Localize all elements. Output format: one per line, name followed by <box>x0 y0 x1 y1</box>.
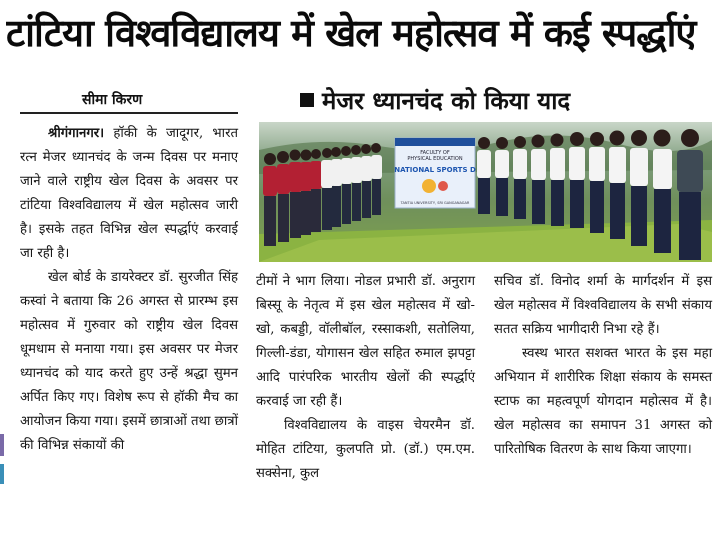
article-paragraph <box>20 122 238 266</box>
square-bullet-icon <box>300 93 314 107</box>
article-column-2 <box>256 270 475 486</box>
byline-rule <box>20 112 238 114</box>
students-group-photo <box>259 122 712 262</box>
article-paragraph: खेल बोर्ड के डायरेक्टर डॉ. सुरजीत सिंह कस्वां ने बताया कि 26 अगस्त से प्रारम्भ इस महोत्सव में गुरुवार को राष्ट्रीय खेल दिवस धूमधाम से मनाया गया। इस अवसर पर मेजर ध्यानचंद को याद करते हुए उन्हें श्रद्धा सुमन अर्पित किए गए। विशेष रूप से हॉकी मैच का आयोजन किया गया। इसमें छात्राओं तथा छात्रों की विभिन्न संकायों की <box>20 270 238 453</box>
article-paragraph: सचिव डॉ. विनोद शर्मा के मार्गदर्शन में इस खेल महोत्सव में विश्वविद्यालय के सभी संकाय सतत सक्रिय भागीदारी निभा रहे हैं। <box>494 274 712 337</box>
page-edge-mark <box>0 434 4 494</box>
dateline-place: श्रीगंगानगर। <box>48 126 105 141</box>
banner-footer: TANTIA UNIVERSITY, SRI GANGANAGAR <box>400 201 470 205</box>
girls-group <box>263 149 322 246</box>
article-column-3 <box>494 270 712 462</box>
subhead-text: मेजर ध्यानचंद को किया याद <box>322 87 571 115</box>
banner-line-1: FACULTY OF <box>420 150 450 156</box>
banner-title: NATIONAL SPORTS D <box>394 166 476 174</box>
article-column-1 <box>20 122 238 458</box>
article-paragraph: विश्वविद्यालय के वाइस चेयरमैन डॉ. मोहित टांटिया, कुलपति प्रो. (डॉ.) एम.एम. सक्सेना, कुल <box>256 418 475 481</box>
paragraph-text: हॉकी के जादूगर, भारत रत्न मेजर ध्यानचंद के जन्म दिवस पर मनाए जाने वाले राष्ट्रीय खेल दिवस के अवसर पर टांटिया विश्वविद्यालय में खेल महोत्सव जारी है। इसके तहत विभिन्न खेल स्पर्द्धाएं करवाई जा रही है। <box>20 126 238 261</box>
subhead <box>300 84 570 117</box>
news-photo <box>259 122 712 262</box>
article-paragraph: टीमों ने भाग लिया। नोडल प्रभारी डॉ. अनुराग बिस्सू के नेतृत्व में इस खेल महोत्सव में खो-खो, कबड्डी, वॉलीबॉल, रस्साकशी, सतोलिया, गिल्ली-डंडा, योगासन खेल सहित रुमाल झपट्टा आदि पारंपरिक भारतीय खेलों की स्पर्द्धाएं करवाई जा रही हैं। <box>256 274 475 409</box>
banner-line-2: PHYSICAL EDUCATION <box>407 156 463 162</box>
headline: टांटिया विश्वविद्यालय में खेल महोत्सव में कई स्पर्द्धाएं <box>6 11 696 55</box>
byline: सीमा किरण <box>82 92 143 108</box>
article-paragraph: स्वस्थ भारत सशक्त भारत के इस महा अभियान में शारीरिक शिक्षा संकाय के समस्त स्टाफ का महत्वपूर्ण योगदान महोत्सव में है। खेल महोत्सव का समापन 31 अगस्त को पारितोषिक वितरण के साथ किया जाएगा। <box>494 346 712 457</box>
